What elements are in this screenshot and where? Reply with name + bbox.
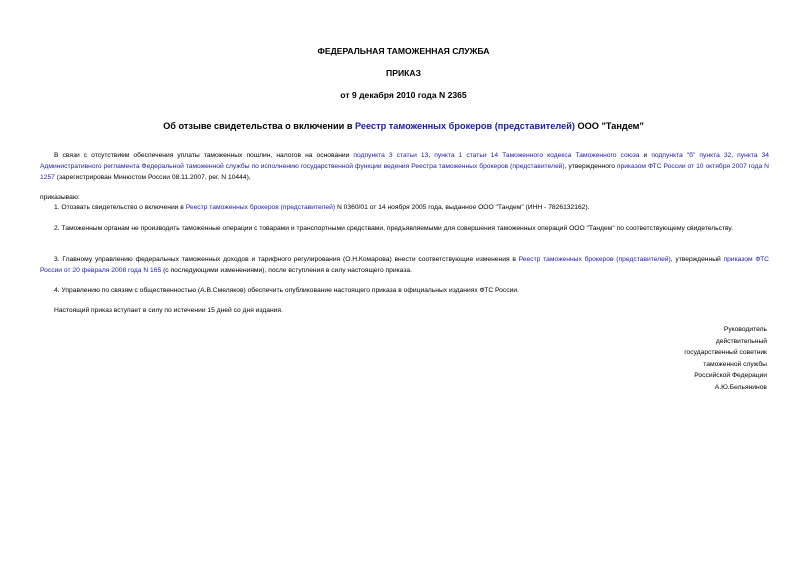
item-3-text: , утвержденный (670, 256, 724, 263)
signatory-name: А.Ю.Бельянинов (714, 383, 767, 391)
item-1-registry-link[interactable]: Реестр таможенных брокеров (представителей) (185, 204, 336, 211)
item-1-text: 1. Отозвать свидетельство о включении в (54, 204, 186, 211)
preamble-text: В связи с отсутствием обеспечения уплаты таможенных пошлин, налогов на основании (54, 152, 354, 159)
preamble-text: , утвержденного (564, 163, 617, 170)
item-1-paragraph (40, 202, 769, 213)
item-2-paragraph (40, 223, 769, 234)
preamble-text: и (639, 152, 652, 159)
signature-line: государственный советник (684, 349, 767, 357)
preamble-text: , (731, 152, 738, 159)
item-4-text: 4. Управлению по связям с общественностью (А.В.Смеляков) обеспечить опубликование настоящего приказа в официальных изданиях ФТС России. (54, 287, 519, 294)
subject-text: Об отзыве свидетельства о включении в (163, 121, 356, 131)
signature-line: Руководитель (723, 326, 767, 333)
item-3-paragraph (40, 254, 769, 276)
preamble-text: (зарегистрирован Минюстом России 08.11.2007, рег. N 10444), (54, 174, 251, 181)
subject-registry-link[interactable]: Реестр таможенных брокеров (представителей) (355, 121, 575, 131)
orders-word: приказываю: (40, 194, 80, 201)
effective-paragraph (40, 305, 769, 316)
item-1-text: N 0360/01 от 14 ноября 2005 года, выданное ООО "Тандем" (ИНН - 7826132162). (335, 204, 590, 211)
date-number-heading: от 9 декабря 2010 года N 2365 (340, 90, 467, 100)
link-point-1-article-14[interactable]: пункта 1 статьи 14 Таможенного кодекса Таможенного союза (434, 152, 640, 159)
item-2-text: 2. Таможенным органам не производить таможенные операции с товарами и транспортными средствами, предъявляемыми для совершения таможенных операций ООО "Тандем" по соответствующему свидетельству. (54, 225, 733, 232)
doc-type-heading: ПРИКАЗ (386, 68, 421, 78)
item-3-registry-link[interactable]: Реестр таможенных брокеров (представителей) (518, 256, 671, 263)
signature-line: Российской Федерации (694, 372, 767, 380)
signature-line: таможенной службы (703, 360, 767, 368)
link-subpoint-b-point-32[interactable]: подпункта "б" пункта 32 (651, 152, 732, 159)
agency-heading: ФЕДЕРАЛЬНАЯ ТАМОЖЕННАЯ СЛУЖБА (317, 46, 490, 56)
preamble-paragraph (40, 150, 769, 183)
effective-text: Настоящий приказ вступает в силу по истечении 15 дней со дня издания. (54, 307, 283, 314)
item-4-paragraph (40, 285, 769, 296)
signature-line: действительный (715, 337, 767, 345)
link-order-1257[interactable]: приказом ФТС России от 10 октября 2007 года N 1257 (40, 163, 769, 181)
link-order-165[interactable]: приказом ФТС России от 20 февраля 2008 года N 165 (40, 256, 769, 274)
link-subpoint-3-article-13[interactable]: подпункта 3 статьи 13 (353, 152, 429, 159)
item-3-text: 3. Главному управлению федеральных таможенных доходов и тарифного регулирования (О.Н.Комарова) внести соответствующие изменения в (54, 256, 519, 263)
item-3-text: (с последующими изменениями), после вступления в силу настоящего приказа. (161, 267, 412, 274)
subject-text-end: ООО "Тандем" (574, 121, 644, 131)
document-subject (0, 121, 807, 131)
preamble-text: , (428, 152, 435, 159)
signature-block (684, 324, 767, 394)
link-point-34-regulation[interactable]: пункта 34 Административного регламента Федеральной таможенной службы по исполнению государственной функции ведения Реестра таможенных брокеров (представителей) (40, 152, 770, 170)
